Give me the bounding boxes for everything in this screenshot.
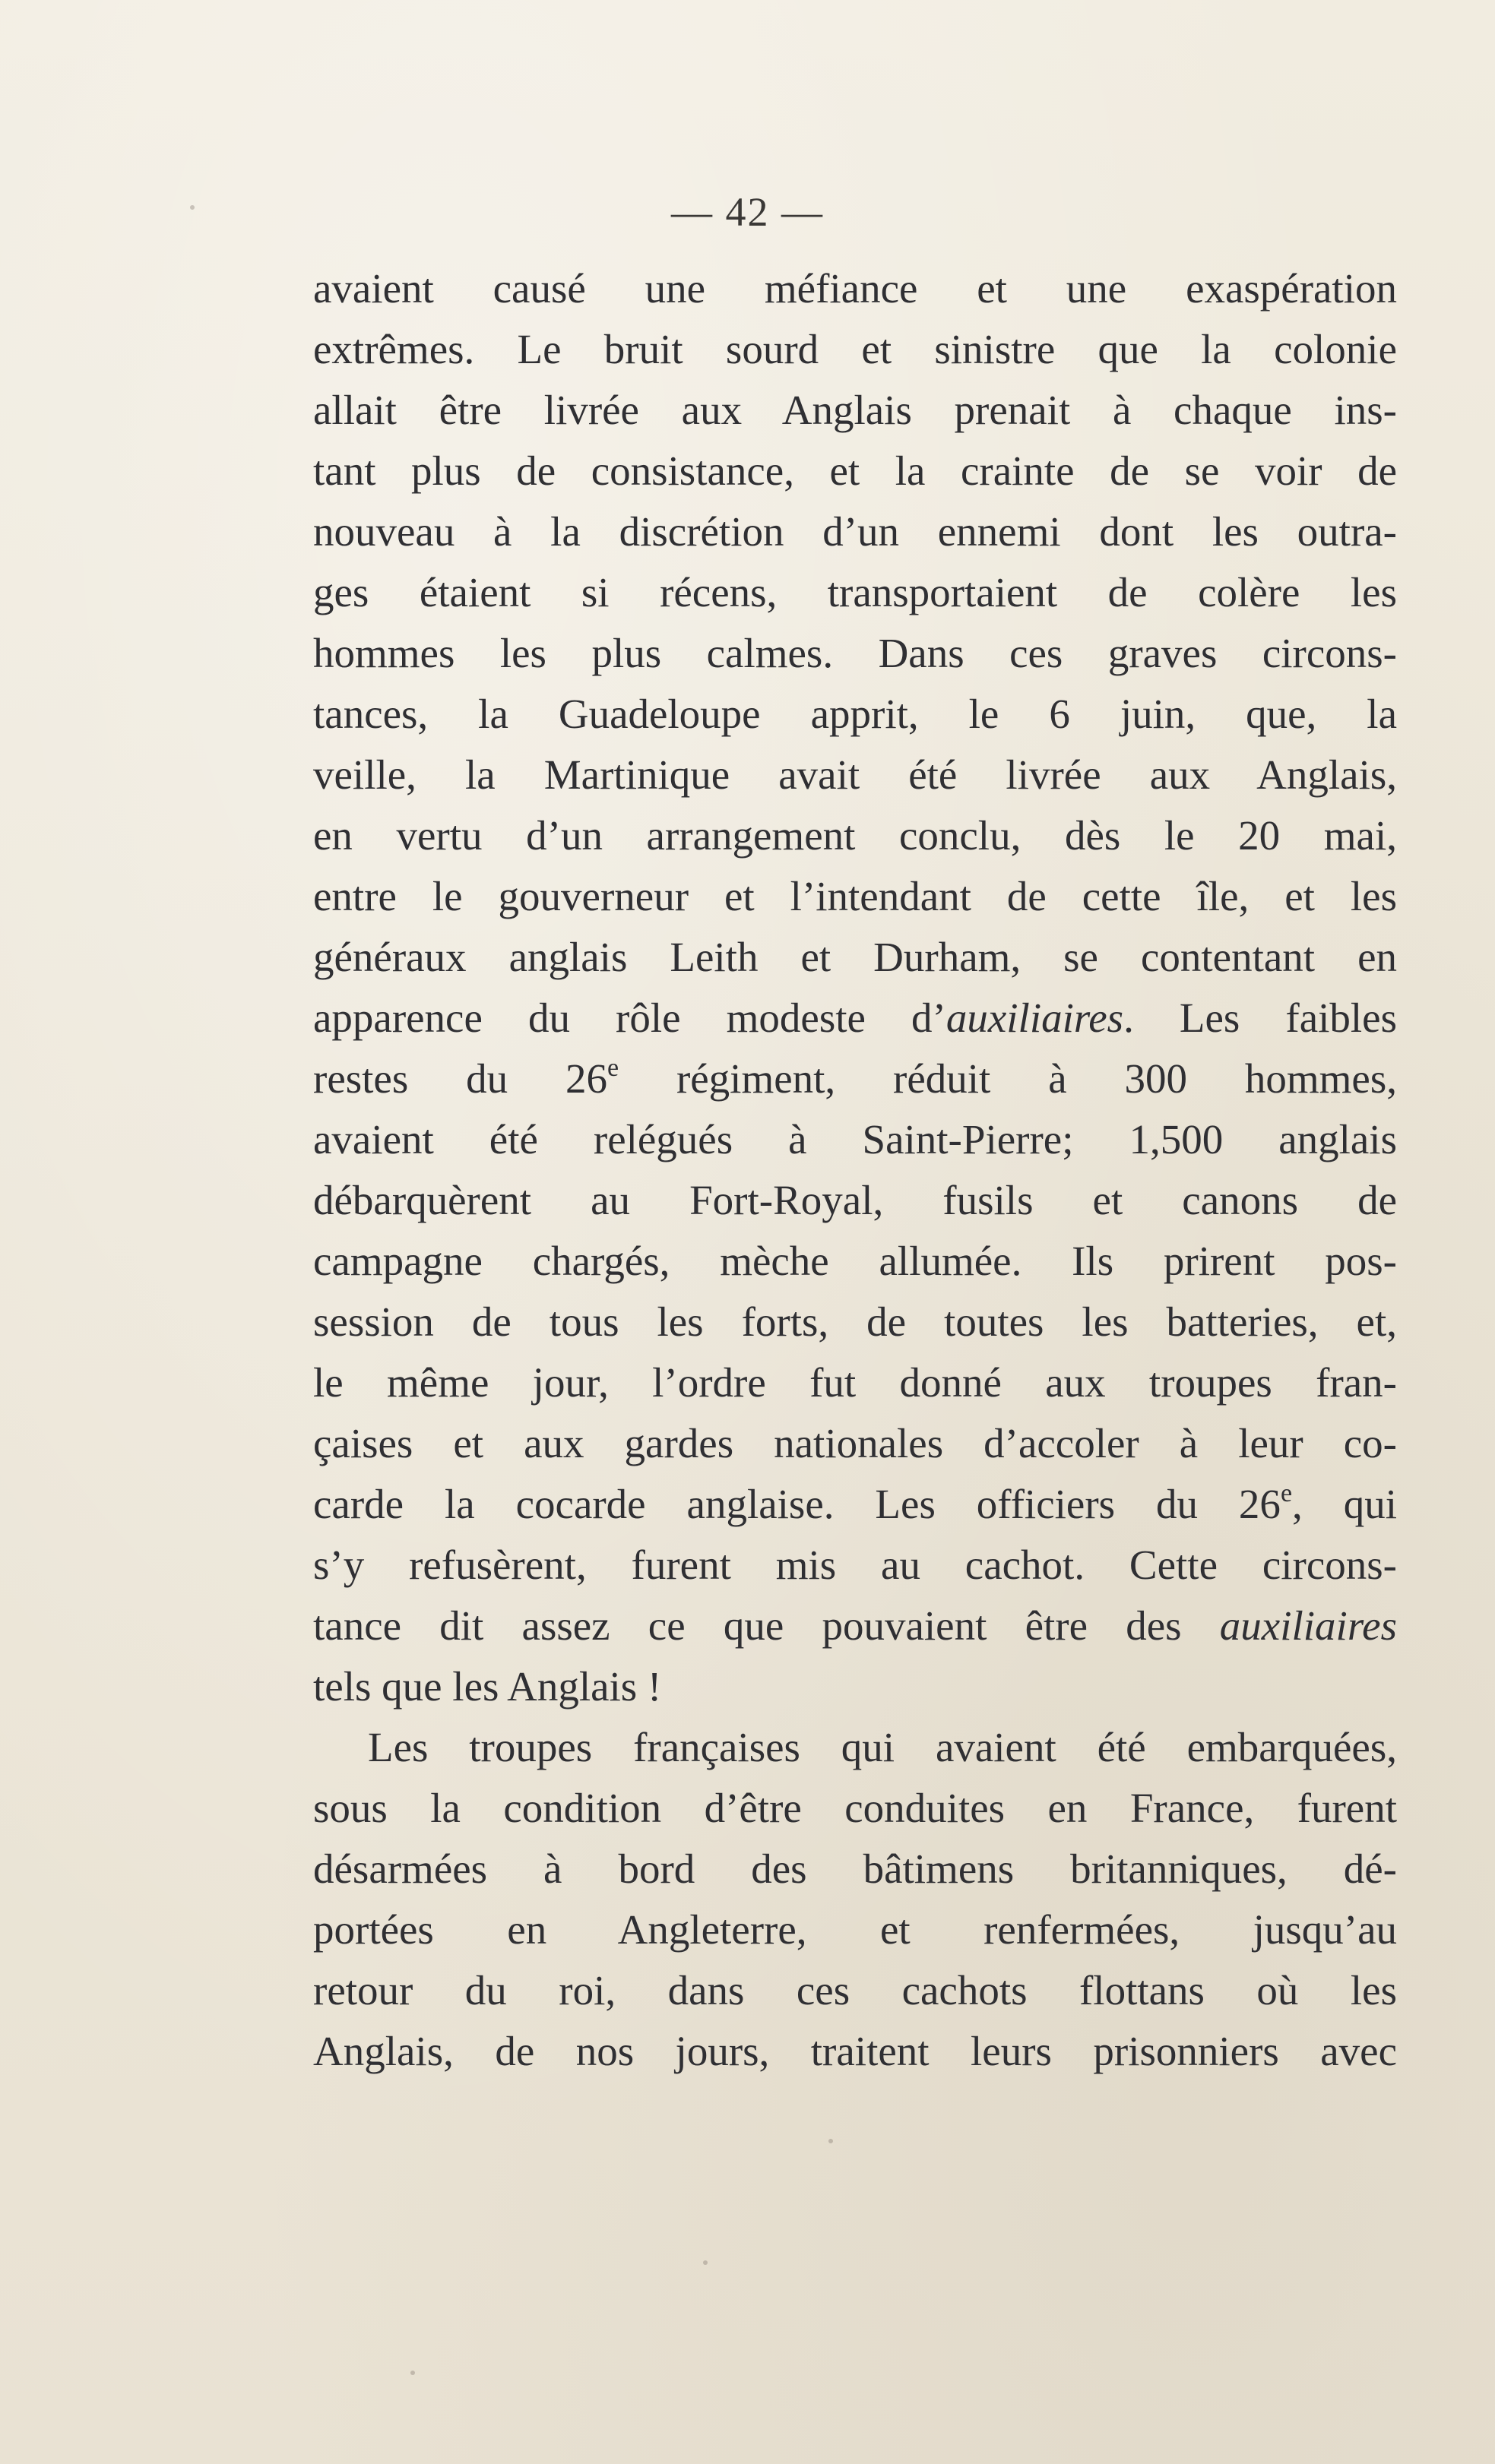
text-line: retour du roi, dans ces cachots flottans où les — [313, 1967, 1397, 2013]
text-line-paragraph-end: tels que les Anglais ! — [313, 1663, 662, 1710]
text-line: portées en Angleterre, et renfermées, jusqu’au — [313, 1906, 1397, 1953]
text-line: tant plus de consistance, et la crainte de se voir de — [313, 448, 1397, 494]
text-line: apparence du rôle modeste d’auxiliaires. Les faibles — [313, 995, 1397, 1041]
italic-term: auxiliaires — [945, 995, 1124, 1041]
text-line: carde la cocarde anglaise. Les officiers du 26e, qui — [313, 1479, 1398, 1527]
text-line: campagne chargés, mèche allumée. Ils prirent pos- — [313, 1238, 1397, 1284]
paper-speck — [703, 2260, 708, 2265]
text-line: avaient causé une méfiance et une exaspération — [313, 265, 1397, 312]
text-line: hommes les plus calmes. Dans ces graves circons- — [313, 630, 1397, 676]
text-line: généraux anglais Leith et Durham, se contentant en — [313, 934, 1397, 980]
text-line: le même jour, l’ordre fut donné aux troupes fran- — [313, 1359, 1397, 1406]
italic-term: auxiliaires — [1219, 1602, 1397, 1649]
body-text — [313, 258, 1397, 2082]
page-number: — 42 — — [671, 189, 824, 235]
text-line: avaient été relégués à Saint-Pierre; 1,500 anglais — [313, 1116, 1397, 1162]
paper-speck — [190, 205, 195, 210]
text-line: tance dit assez ce que pouvaient être des auxiliaires — [313, 1602, 1397, 1649]
text-line: session de tous les forts, de toutes les batteries, et, — [313, 1298, 1397, 1345]
text-line: veille, la Martinique avait été livrée aux Anglais, — [313, 751, 1397, 798]
text-line: tances, la Guadeloupe apprit, le 6 juin, que, la — [313, 691, 1397, 737]
text-line: sous la condition d’être conduites en France, furent — [313, 1785, 1397, 1831]
text-line: Anglais, de nos jours, traitent leurs prisonniers avec — [313, 2028, 1397, 2074]
text-line: débarquèrent au Fort-Royal, fusils et canons de — [313, 1177, 1397, 1223]
paper-speck — [828, 2139, 833, 2143]
text-line-paragraph-start: Les troupes françaises qui avaient été embarquées, — [368, 1724, 1397, 1770]
superscript: e — [607, 1054, 619, 1082]
paper-speck — [410, 2371, 415, 2375]
text-line: extrêmes. Le bruit sourd et sinistre que la colonie — [313, 326, 1397, 372]
text-line: entre le gouverneur et l’intendant de cette île, et les — [313, 873, 1397, 919]
superscript: e — [1280, 1479, 1293, 1507]
text-line: en vertu d’un arrangement conclu, dès le 20 mai, — [313, 812, 1397, 859]
text-line: allait être livrée aux Anglais prenait à chaque ins- — [313, 387, 1397, 433]
text-line: s’y refusèrent, furent mis au cachot. Cette circons- — [313, 1542, 1397, 1588]
text-line: çaises et aux gardes nationales d’accoler à leur co- — [313, 1420, 1397, 1466]
text-line: désarmées à bord des bâtimens britanniques, dé- — [313, 1846, 1397, 1892]
text-line: restes du 26e régiment, réduit à 300 hommes, — [313, 1054, 1398, 1102]
text-line: ges étaient si récens, transportaient de colère les — [313, 569, 1397, 615]
text-line: nouveau à la discrétion d’un ennemi dont les outra- — [313, 508, 1397, 555]
